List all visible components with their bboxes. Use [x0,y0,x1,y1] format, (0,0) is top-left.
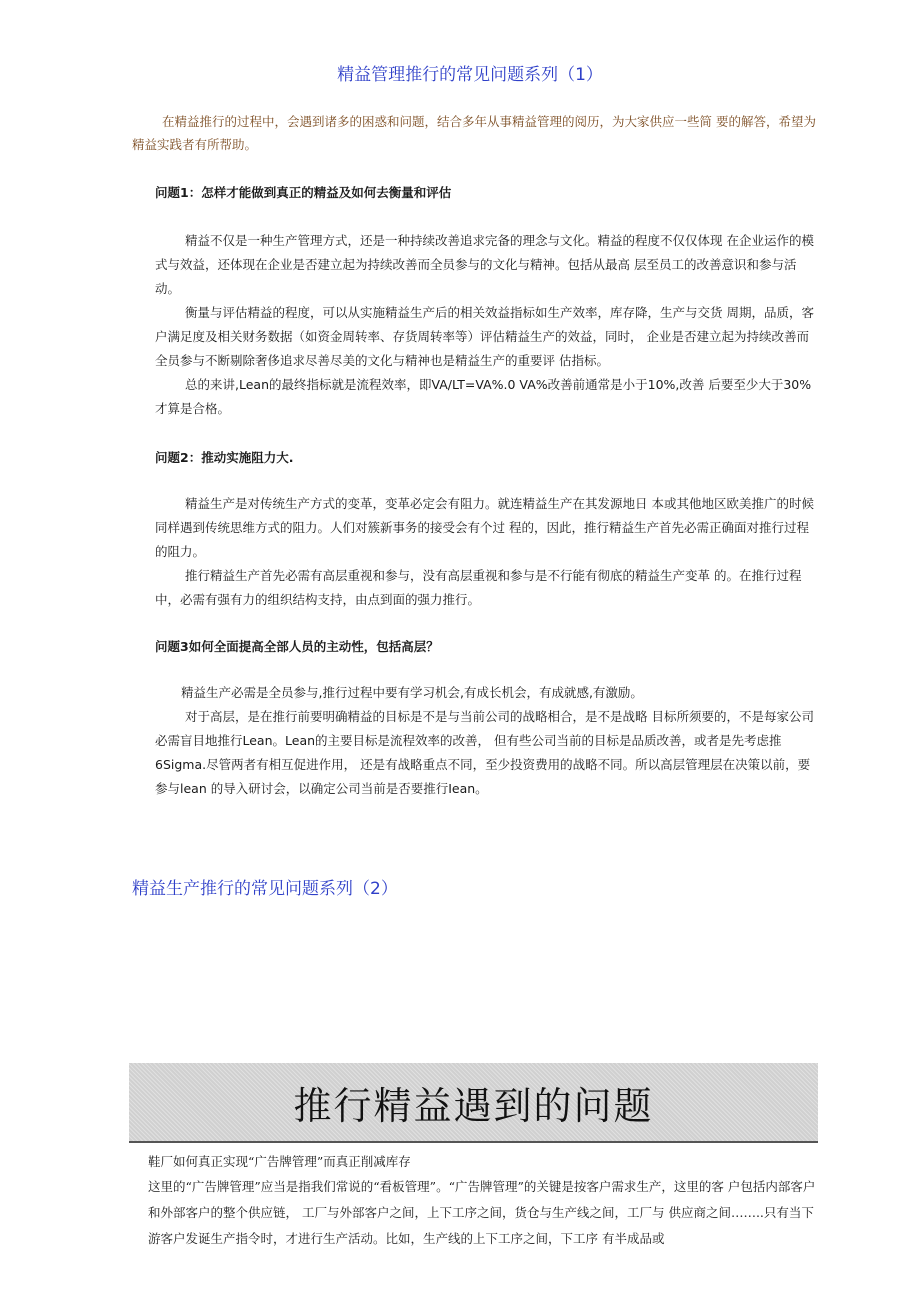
subheading: 鞋厂如何真正实现“广告牌管理”而真正削减库存 [148,1154,411,1169]
paragraph-2b: 推行精益生产首先必需有高层重视和参与，没有高层重视和参与是不行能有彻底的精益生产变革 的。在推行过程中，必需有强有力的组织结构支持，由点到面的强力推行。 [155,568,802,607]
paragraph-3a: 精益生产必需是全员参与,推行过程中要有学习机会,有成长机会，有成就感,有激励。 [181,685,643,700]
intro-paragraph: 在精益推行的过程中，会遇到诸多的困惑和问题，结合多年从事精益管理的阅历，为大家供应一些简 要的解答，希望为精益实践者有所帮助。 [132,114,816,152]
banner [129,1063,818,1143]
paragraph-1c: 总的来讲,Lean的最终指标就是流程效率，即VA/LT=VA%.0 VA%改善前通常是小于10%,改善 后要至少大于30%才算是合格。 [155,377,812,416]
paragraph-2a: 精益生产是对传统生产方式的变革，变革必定会有阻力。就连精益生产在其发源地日 本或其他地区欧美推广的时候同样遇到传统思维方式的阻力。人们对簇新事务的接受会有个过 程的，因此，推行精益生产首先必需正确面对推行过程的阻力。 [155,496,814,559]
banner-title: 推行精益遇到的问题 [293,1083,654,1128]
paragraph-1b: 衡量与评估精益的程度，可以从实施精益生产后的相关效益指标如生产效率，库存降，生产与交货 周期，品质，客户满足度及相关财务数据（如资金周转率、存货周转率等）评估精益生产的效益，同时， 企业是否建立起为持续改善而全员参与不断剔除奢侈追求尽善尽美的文化与精神也是精益生产的重要评 估指标。 [155,305,814,368]
paragraph-final: 这里的“广告牌管理”应当是指我们常说的“看板管理”。“广告牌管理”的关键是按客户需求生产，这里的客 户包括内部客户和外部客户的整个供应链， 工厂与外部客户之间，上下工序之间，货仓与生产线之间，工厂与 供应商之间……..只有当下游客户发诞生产指令时，才进行生产活动。比如，生产线的上下工序之间，下工序 有半成品或 [148,1179,816,1246]
question-1-heading: 问题1：怎样才能做到真正的精益及如何去衡量和评估 [155,185,452,200]
question-2-heading: 问题2：推动实施阻力大. [155,450,294,465]
section-title-2: 精益生产推行的常见问题系列（2） [132,879,398,899]
paragraph-1a: 精益不仅是一种生产管理方式，还是一种持续改善追求完备的理念与文化。精益的程度不仅仅体现 在企业运作的模式与效益，还体现在企业是否建立起为持续改善而全员参与的文化与精神。包括从最高 层至员工的改善意识和参与活动。 [155,233,814,296]
section-title-1: 精益管理推行的常见问题系列（1） [337,65,603,85]
question-3-heading: 问题3如何全面提高全部人员的主动性，包括高层？ [155,639,439,654]
paragraph-3b: 对于高层，是在推行前要明确精益的目标是不是与当前公司的战略相合，是不是战略 目标所须要的，不是每家公司必需盲目地推行Lean。Lean的主要目标是流程效率的改善， 但有些公司当前的目标是品质改善，或者是先考虑推6Sigma.尽管两者有相互促进作用， 还是有战略重点不同，至少投资费用的战略不同。所以高层管理层在决策以前，要参与lean 的导入研讨会，以确定公司当前是否要推行Iean。 [155,709,814,796]
